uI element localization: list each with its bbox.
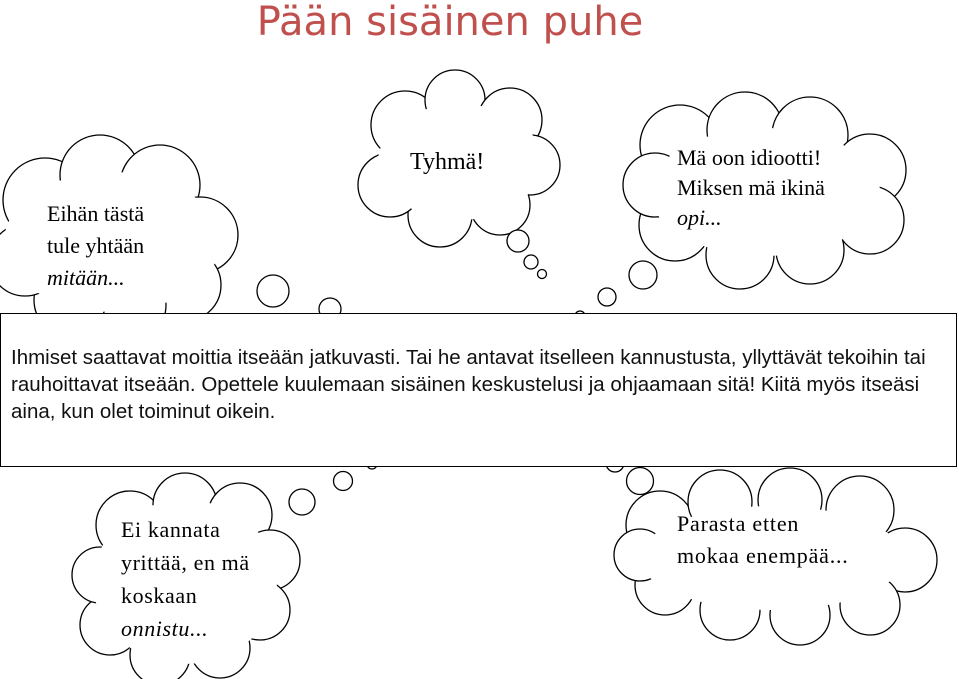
thought-text-3 bbox=[677, 143, 825, 233]
info-text: Ihmiset saattavat moittia itseään jatkuvasti. Tai he antavat itselleen kannustusta, yllyttävät tekoihin tai rauhoittavat itseään. Opettele kuulemaan sisäinen keskustelusi ja ohjaamaan sitä! Kiitä myös itseäsi aina, kun olet toiminut oikein. bbox=[11, 346, 926, 423]
thought-line: yrittää, en mä bbox=[121, 550, 250, 575]
thought-text-5 bbox=[677, 508, 849, 572]
info-text-box bbox=[0, 313, 957, 467]
thought-text-4 bbox=[121, 513, 250, 645]
thought-text-2 bbox=[410, 146, 484, 178]
thought-line: tule yhtään bbox=[47, 233, 145, 258]
page-title: Pään sisäinen puhe bbox=[256, 0, 644, 45]
bubble-trail-4 bbox=[289, 459, 377, 515]
thought-line: Parasta etten bbox=[677, 511, 800, 536]
thought-line: Tyhmä! bbox=[410, 149, 485, 175]
thought-line: Miksen mä ikinä bbox=[677, 175, 825, 200]
thought-line: mokaa enempää... bbox=[677, 543, 849, 568]
bubble-trail-3 bbox=[575, 261, 657, 321]
thought-line: koskaan bbox=[121, 583, 198, 608]
thought-text-1 bbox=[47, 198, 144, 294]
thought-line: Eihän tästä bbox=[47, 201, 145, 226]
thought-line: Mä oon idiootti! bbox=[677, 145, 822, 170]
bubble-trail-2 bbox=[507, 230, 547, 279]
thought-line-italic: opi... bbox=[677, 205, 722, 230]
thought-line-italic: onnistu... bbox=[121, 616, 209, 641]
thought-line: Ei kannata bbox=[121, 517, 221, 542]
thought-line-italic: mitään... bbox=[47, 265, 125, 290]
